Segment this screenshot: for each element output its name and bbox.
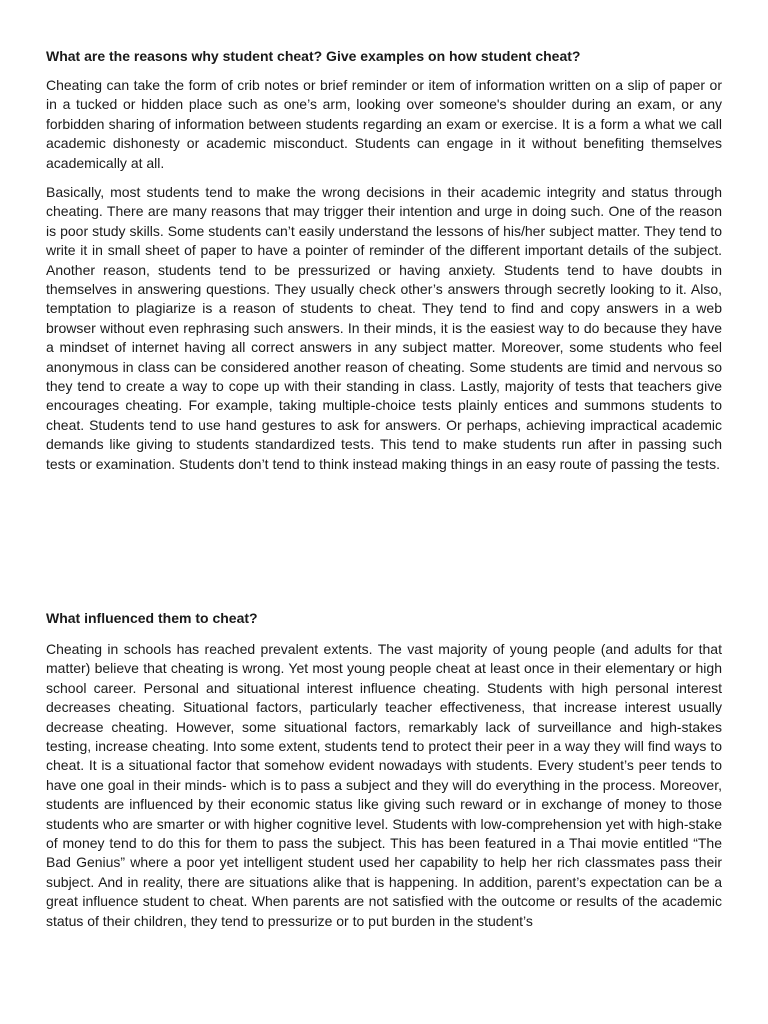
section-heading-reasons: What are the reasons why student cheat? Give examples on how student cheat? bbox=[46, 48, 581, 64]
section-heading-influences: What influenced them to cheat? bbox=[46, 610, 258, 626]
paragraph-cheating-reasons: Basically, most students tend to make the wrong decisions in their academic integrity and status through cheating. There are many reasons that may trigger their intention and urge in doing such. One of the reason is poor study skills. Some students can’t easily understand the lessons of his/her subject matter. They tend to write it in small sheet of paper to have a pointer of reminder of the different important details of the subject. Another reason, students tend to be pressurized or having anxiety. Students tend to have doubts in themselves in answering questions. They usually check other’s answers through secretly looking to it. Also, temptation to plagiarize is a reason of students to cheat. They tend to find and copy answers in a web browser without even rephrasing such answers. In their minds, it is the easiest way to do because they have a mindset of internet having all correct answers in any subject matter. Moreover, some students who feel anonymous in class can be considered another reason of cheating. Some students are timid and nervous so they tend to create a way to cope up with their standing in class. Lastly, majority of tests that teachers give encourages cheating. For example, taking multiple-choice tests plainly entices and summons students to cheat. Students tend to use hand gestures to ask for answers. Or perhaps, achieving impractical academic demands like giving to students standardized tests. This tend to make students run after in passing such tests or examination. Students don’t tend to think instead making things in an easy route of passing the tests. bbox=[46, 184, 722, 472]
paragraph-cheating-influences: Cheating in schools has reached prevalent extents. The vast majority of young people (and adults for that matter) believe that cheating is wrong. Yet most young people cheat at least once in their elementary or high school career. Personal and situational interest influence cheating. Students with high personal interest decreases cheating. Situational factors, particularly teacher effectiveness, that increase interest usually decrease cheating. However, some situational factors, remarkably lack of surveillance and high-stakes testing, increase cheating. Into some extent, students tend to protect their peer in a way they will find ways to cheat. It is a situational factor that somehow evident nowadays with students. Every student’s peer tends to have one goal in their minds- which is to pass a subject and they will do everything in the process. Moreover, students are influenced by their economic status like giving such reward or in exchange of money to those students who are smarter or with higher cognitive level. Students with low-comprehension yet with high-stake of money tend to do this for them to pass the subject. This has been featured in a Thai movie entitled “The Bad Genius” where a poor yet intelligent student used her capability to help her rich classmates pass their subject. And in reality, there are situations alike that is happening. In addition, parent’s expectation can be a great influence student to cheat. When parents are not satisfied with the outcome or results of the academic status of their children, they tend to pressurize or to put burden in the student’s bbox=[46, 641, 722, 929]
paragraph-cheating-forms: Cheating can take the form of crib notes or brief reminder or item of information written on a slip of paper or in a tucked or hidden place such as one’s arm, looking over someone's shoulder during an exam, or any forbidden sharing of information between students regarding an exam or exercise. It is a form a what we call academic dishonesty or academic misconduct. Students can engage in it without benefiting themselves academically at all. bbox=[46, 77, 722, 171]
